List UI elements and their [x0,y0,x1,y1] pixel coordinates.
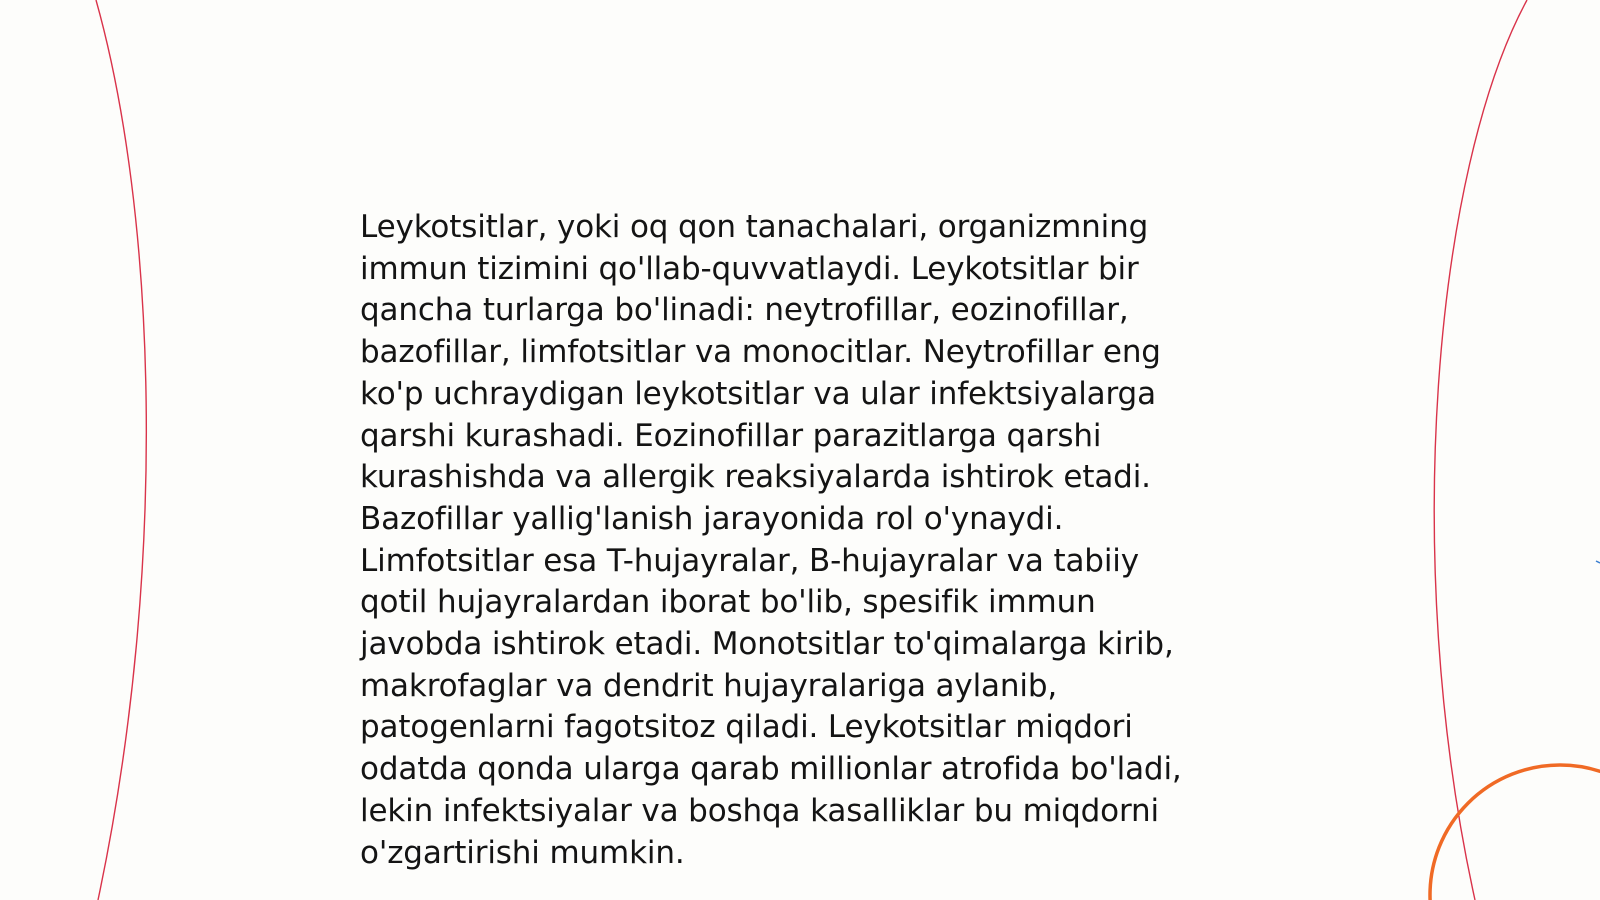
small-blue-mark [1596,561,1600,563]
body-paragraph: Leykotsitlar, yoki oq qon tanachalari, organizmning immun tizimini qo'llab-quvvatlaydi. Leykotsitlar bir qancha turlarga bo'linadi: neytrofillar, eozinofillar, bazofillar, limfotsitlar va monocitlar. Neytrofillar eng ko'p uchraydigan leykotsitlar va ular infektsiyalarga qarshi kurashadi. Eozinofillar parazitlarga qarshi kurashishda va allergik reaksiyalarda ishtirok etadi. Bazofillar yallig'lanish jarayonida rol o'ynaydi. Limfotsitlar esa T-hujayralar, B-hujayralar va tabiiy qotil hujayralardan iborat bo'lib, spesifik immun javobda ishtirok etadi. Monotsitlar to'qimalarga kirib, makrofaglar va dendrit hujayralariga aylanib, patogenlarni fagotsitoz qiladi. Leykotsitlar miqdori odatda qonda ularga qarab millionlar atrofida bo'ladi, lekin infektsiyalar va boshqa kasalliklar bu miqdorni o'zgartirishi mumkin. [360,209,1182,871]
orange-circle-decoration [1430,765,1600,900]
left-curve-line [96,0,146,900]
right-curve-line [1434,0,1527,900]
